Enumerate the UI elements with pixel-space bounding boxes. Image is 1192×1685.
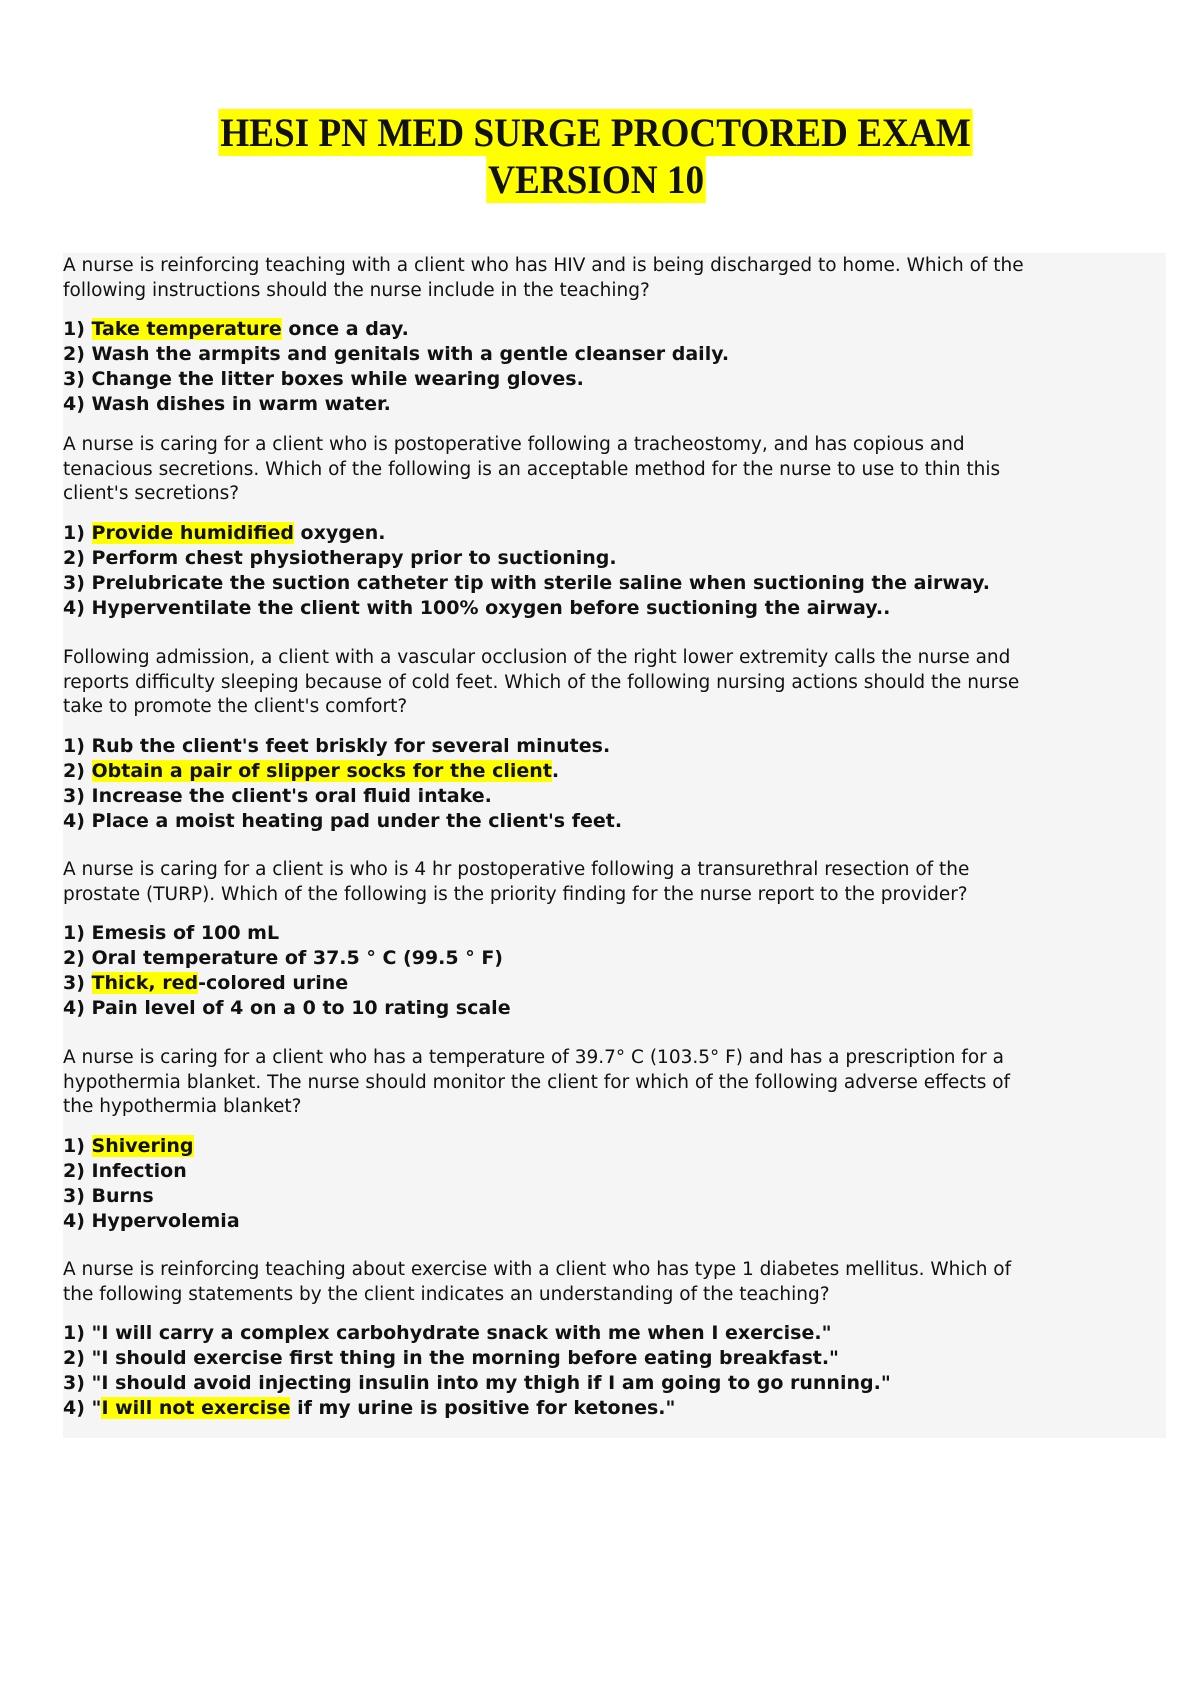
option-number: 4)	[63, 809, 92, 832]
option-number: 4)	[63, 1209, 92, 1232]
option-text: Prelubricate the suction catheter tip with sterile saline when suctioning the airway.	[91, 571, 990, 594]
option-text: once a day.	[281, 318, 409, 340]
option-number: 4)	[63, 1397, 92, 1419]
question-text-line: take to promote the client's comfort?	[63, 696, 408, 717]
option-text: -colored urine	[198, 972, 349, 994]
option-text: "I should avoid injecting insulin into my thigh if I am going to go running."	[91, 1372, 891, 1394]
question-text-line: A nurse is caring for a client is who is 4 hr postoperative following a transurethral resection of the	[63, 859, 970, 880]
option-text: Wash dishes in warm water.	[91, 393, 391, 415]
answer-option	[63, 946, 1173, 971]
option-text: Rub the client's feet briskly for several minutes.	[91, 734, 611, 757]
answer-option	[63, 317, 1173, 342]
option-number: 1)	[63, 922, 92, 944]
option-number: 3)	[63, 784, 92, 807]
highlighted-answer: Thick, red	[91, 972, 199, 994]
option-number: 2)	[63, 1347, 92, 1369]
question-text-line: A nurse is caring for a client who is postoperative following a tracheostomy, and has copious and	[63, 434, 965, 455]
option-number: 1)	[63, 1322, 92, 1344]
highlighted-answer: Obtain a pair of slipper socks for the client	[91, 759, 552, 782]
title-text: VERSION 10	[487, 157, 704, 202]
question-text-line: the hypothermia blanket?	[63, 1096, 302, 1117]
option-text: .	[551, 759, 560, 782]
highlighted-answer: Shivering	[91, 1134, 194, 1157]
question-text-line: A nurse is reinforcing teaching with a client who has HIV and is being discharged to home. Which of the	[63, 255, 1024, 276]
option-text: Oral temperature of 37.5 ° C (99.5 ° F)	[91, 947, 503, 969]
question-text-line: prostate (TURP). Which of the following is the priority finding for the nurse report to the provider?	[63, 883, 968, 905]
question-text-line: A nurse is reinforcing teaching about exercise with a client who has type 1 diabetes mellitus. Which of	[63, 1259, 1012, 1280]
option-text: "	[91, 1397, 102, 1419]
question-text-line: following instructions should the nurse include in the teaching?	[63, 279, 650, 301]
option-number: 2)	[63, 343, 92, 365]
option-number: 4)	[63, 596, 92, 619]
option-number: 2)	[63, 759, 92, 782]
question-text-line: hypothermia blanket. The nurse should monitor the client for which of the following adverse effects of	[63, 1071, 1011, 1093]
answer-options	[63, 1321, 1173, 1421]
question-text-line: the following statements by the client indicates an understanding of the teaching?	[63, 1283, 830, 1305]
answer-options	[63, 734, 1173, 834]
question-text-line: A nurse is caring for a client who has a temperature of 39.7° C (103.5° F) and has a prescription for a	[63, 1047, 1004, 1068]
option-text: Infection	[91, 1159, 187, 1182]
option-text: "I will carry a complex carbohydrate snack with me when I exercise."	[91, 1322, 832, 1344]
answer-option	[63, 734, 1173, 759]
option-number: 3)	[63, 1184, 92, 1207]
option-number: 1)	[63, 734, 92, 757]
question-block	[63, 858, 1173, 1021]
option-text: Perform chest physiotherapy prior to suctioning.	[91, 546, 617, 569]
option-number: 1)	[63, 1134, 92, 1157]
answer-option	[63, 367, 1173, 392]
answer-option	[63, 521, 1173, 546]
option-number: 2)	[63, 546, 92, 569]
option-number: 3)	[63, 571, 92, 594]
highlighted-answer: I will not exercise	[101, 1397, 291, 1419]
answer-option	[63, 392, 1173, 417]
question-block	[63, 1046, 1173, 1234]
option-text: "I should exercise first thing in the morning before eating breakfast."	[91, 1347, 839, 1369]
answer-option	[63, 1184, 1173, 1209]
option-number: 4)	[63, 393, 92, 415]
option-number: 2)	[63, 947, 92, 969]
option-text: Hypervolemia	[91, 1209, 240, 1232]
option-number: 1)	[63, 521, 92, 544]
option-text: Increase the client's oral fluid intake.	[91, 784, 492, 807]
answer-option	[63, 1321, 1173, 1346]
document-title-line-1	[0, 109, 1192, 156]
answer-option	[63, 1371, 1173, 1396]
answer-option	[63, 596, 1173, 621]
option-text: Hyperventilate the client with 100% oxygen before suctioning the airway..	[91, 596, 891, 619]
option-number: 2)	[63, 1159, 92, 1182]
question-block	[63, 433, 1173, 621]
option-number: 3)	[63, 972, 92, 994]
answer-option	[63, 971, 1173, 996]
answer-option	[63, 759, 1173, 784]
answer-option	[63, 1396, 1173, 1421]
answer-option	[63, 921, 1173, 946]
question-block	[63, 646, 1173, 834]
option-text: Change the litter boxes while wearing gloves.	[91, 368, 584, 390]
question-text-line: Following admission, a client with a vascular occlusion of the right lower extremity calls the nurse and	[63, 647, 1011, 668]
option-number: 3)	[63, 368, 92, 390]
answer-options	[63, 521, 1173, 621]
option-number: 1)	[63, 318, 92, 340]
document-title-line-2	[0, 156, 1192, 203]
answer-option	[63, 784, 1173, 809]
option-text: Pain level of 4 on a 0 to 10 rating scale	[91, 997, 511, 1019]
option-number: 3)	[63, 1372, 92, 1394]
question-text-line: reports difficulty sleeping because of cold feet. Which of the following nursing actions should the nurse	[63, 671, 1020, 693]
question-block	[63, 254, 1173, 417]
question-block	[63, 1258, 1173, 1421]
title-text: HESI PN MED SURGE PROCTORED EXAM	[220, 110, 972, 155]
answer-option	[63, 342, 1173, 367]
answer-option	[63, 809, 1173, 834]
option-text: Emesis of 100 mL	[91, 922, 280, 944]
option-text: Wash the armpits and genitals with a gentle cleanser daily.	[91, 343, 730, 365]
option-text: Place a moist heating pad under the client's feet.	[91, 809, 623, 832]
option-text: Burns	[91, 1184, 154, 1207]
answer-options	[63, 1134, 1173, 1234]
highlighted-answer: Provide humidified	[91, 521, 294, 544]
answer-option	[63, 996, 1173, 1021]
answer-options	[63, 317, 1173, 417]
option-text: oxygen.	[293, 521, 386, 544]
question-text-line: tenacious secretions. Which of the following is an acceptable method for the nurse to use to thin this	[63, 458, 1001, 480]
answer-option	[63, 1209, 1173, 1234]
answer-option	[63, 546, 1173, 571]
answer-options	[63, 921, 1173, 1021]
answer-option	[63, 571, 1173, 596]
option-number: 4)	[63, 997, 92, 1019]
option-text: if my urine is positive for ketones."	[290, 1397, 676, 1419]
answer-option	[63, 1134, 1173, 1159]
highlighted-answer: Take temperature	[91, 318, 282, 340]
question-text-line: client's secretions?	[63, 483, 240, 504]
answer-option	[63, 1346, 1173, 1371]
answer-option	[63, 1159, 1173, 1184]
